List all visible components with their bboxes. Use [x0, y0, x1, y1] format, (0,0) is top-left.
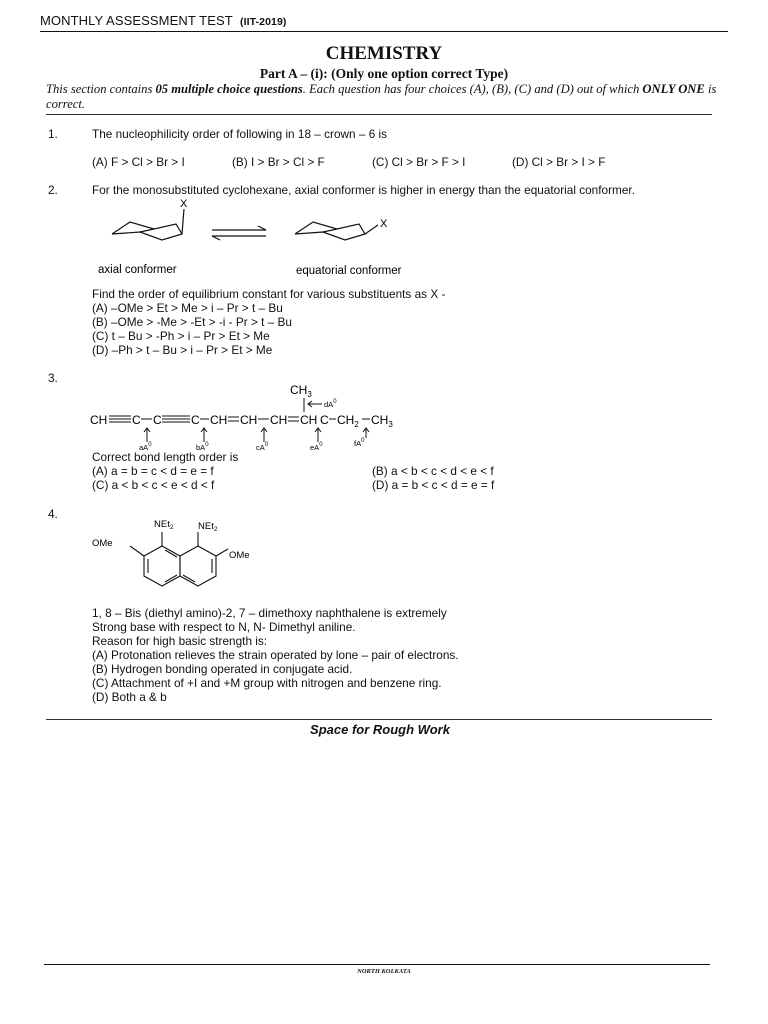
- cyclohexane-conformers-figure: [90, 196, 430, 282]
- naphthalene-structure-figure: [88, 516, 288, 602]
- question-text: Strong base with respect to N, N- Dimethyl aniline.: [92, 620, 356, 634]
- svg-text:OMe: OMe: [229, 550, 250, 561]
- option-d: (D) Both a & b: [92, 690, 167, 704]
- label-e: $eA^0$: [310, 442, 323, 452]
- option-d: (D) Cl > Br > I > F: [512, 155, 606, 169]
- svg-text:NEt2: NEt$_2$: [154, 519, 174, 531]
- option-b: (B) a < b < c < d < e < f: [372, 464, 494, 478]
- label-d: $dA^0$: [324, 399, 337, 409]
- svg-text:CH: CH: [240, 413, 258, 427]
- substituent-label-axial: X: [180, 198, 188, 210]
- option-c: (C) a < b < c < e < d < f: [92, 478, 215, 492]
- question-stem: Reason for high basic strength is:: [92, 634, 268, 648]
- option-b: (B) I > Br > Cl > F: [232, 155, 325, 169]
- option-a: (A) F > Cl > Br > I: [92, 155, 185, 169]
- test-header: [40, 13, 287, 28]
- label-f: $fA^0$: [354, 438, 365, 448]
- test-code: (IIT-2019): [239, 16, 287, 28]
- option-a: (A) a = b = c < d = e = f: [92, 464, 214, 478]
- section-instructions: This section contains 05 multiple choice questions. Each question has four choices (A), (B), (C) and (D) out of which ONLY ONE is correct.: [46, 82, 717, 111]
- svg-text:C: C: [153, 413, 162, 427]
- footer-text: NORTH KOLKATA: [357, 968, 411, 975]
- carbon-chain-figure: [88, 380, 408, 452]
- question-number: 4.: [48, 507, 58, 521]
- label-c: $cA^0$: [256, 442, 269, 452]
- option-c: (C) Cl > Br > F > I: [372, 155, 466, 169]
- axial-label: axial conformer: [98, 264, 177, 276]
- svg-text:CH3: $CH_3$: [290, 383, 312, 399]
- header-rule: [40, 31, 728, 32]
- option-a: (A) –OMe > Et > Me > i – Pr > t – Bu: [92, 301, 283, 315]
- svg-text:CH3: $CH_3$: [371, 413, 393, 429]
- option-d: (D) –Ph > t – Bu > i – Pr > Et > Me: [92, 343, 273, 357]
- svg-text:C: C: [132, 413, 141, 427]
- svg-text:C: C: [191, 413, 200, 427]
- intro-rule: [46, 114, 712, 115]
- subject-title: CHEMISTRY: [325, 43, 443, 64]
- question-number: 2.: [48, 183, 58, 197]
- svg-text:OMe: OMe: [92, 538, 113, 549]
- svg-text:C: C: [320, 413, 329, 427]
- option-d: (D) a = b < c < d = e = f: [372, 478, 495, 492]
- substituent-label-equatorial: X: [380, 218, 388, 230]
- option-b: (B) Hydrogen bonding operated in conjugate acid.: [92, 662, 353, 676]
- footer-rule: [44, 964, 710, 965]
- question-text: The nucleophilicity order of following in 18 – crown – 6 is: [92, 127, 388, 141]
- svg-text:CH: CH: [90, 413, 108, 427]
- svg-text:CH: CH: [270, 413, 288, 427]
- svg-text:CH: CH: [210, 413, 228, 427]
- rough-work-rule: [46, 719, 712, 720]
- label-a: $aA^0$: [139, 442, 152, 452]
- question-text: 1, 8 – Bis (diethyl amino)-2, 7 – dimethoxy naphthalene is extremely: [92, 606, 447, 620]
- question-number: 1.: [48, 127, 58, 141]
- question-text: For the monosubstituted cyclohexane, axial conformer is higher in energy than the equatorial conformer.: [92, 183, 635, 197]
- rough-work-label: Space for Rough Work: [310, 722, 450, 737]
- option-c: (C) t – Bu > -Ph > i – Pr > Et > Me: [92, 329, 270, 343]
- question-number: 3.: [48, 371, 58, 385]
- svg-text:CH2: $CH_2$: [337, 413, 359, 429]
- option-a: (A) Protonation relieves the strain operated by lone – pair of electrons.: [92, 648, 459, 662]
- question-stem: Correct bond length order is: [92, 450, 239, 464]
- option-b: (B) –OMe > -Me > -Et > -i - Pr > t – Bu: [92, 315, 292, 329]
- svg-text:CH: CH: [300, 413, 318, 427]
- label-b: $bA^0$: [196, 442, 209, 452]
- part-heading: Part A – (i): (Only one option correct Type): [259, 66, 509, 81]
- question-stem: Find the order of equilibrium constant for various substituents as X -: [92, 287, 446, 301]
- svg-text:NEt2: NEt$_2$: [198, 521, 218, 533]
- test-name: MONTHLY ASSESSMENT TEST: [40, 13, 233, 28]
- equatorial-label: equatorial conformer: [296, 265, 402, 277]
- option-c: (C) Attachment of +I and +M group with nitrogen and benzene ring.: [92, 676, 442, 690]
